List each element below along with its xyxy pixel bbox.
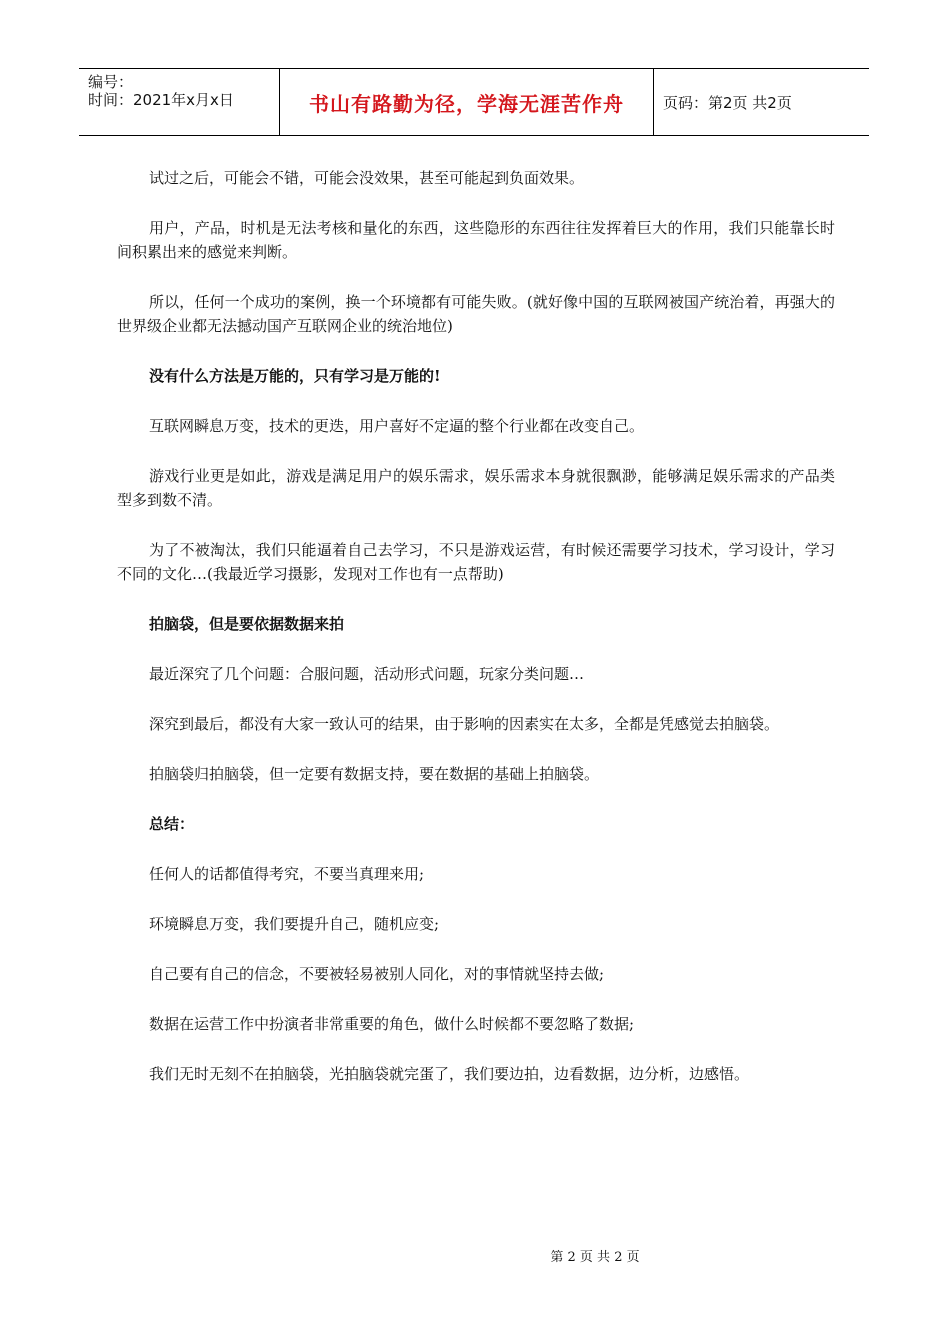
section-heading: 拍脑袋，但是要依据数据来拍: [149, 615, 345, 633]
header-motto: 书山有路勤为径，学海无涯苦作舟: [280, 69, 654, 135]
body-paragraph: 为了不被淘汰，我们只能逼着自己去学习，不只是游戏运营，有时候还需要学习技术，学习设计，学习不同的文化…(我最近学习摄影，发现对工作也有一点帮助): [117, 541, 835, 583]
header-page-info: 页码：第2页 共2页: [663, 93, 792, 112]
body-paragraph: 用户，产品，时机是无法考核和量化的东西，这些隐形的东西往往发挥着巨大的作用，我们只能靠长时间积累出来的感觉来判断。: [117, 219, 835, 261]
body-paragraph: 最近深究了几个问题：合服问题，活动形式问题，玩家分类问题…: [149, 665, 585, 683]
time-label: 时间：2021年x月x日: [88, 91, 234, 109]
header-meta-cell: [79, 69, 280, 135]
body-paragraph: 互联网瞬息万变，技术的更迭，用户喜好不定逼的整个行业都在改变自己。: [149, 417, 645, 435]
page-footer: 第 2 页 共 2 页: [550, 1250, 640, 1265]
body-paragraph: 数据在运营工作中扮演者非常重要的角色，做什么时候都不要忽略了数据;: [149, 1015, 635, 1033]
section-heading: 没有什么方法是万能的，只有学习是万能的!: [149, 367, 441, 385]
number-label: 编号：: [88, 73, 134, 91]
section-heading: 总结：: [149, 815, 195, 833]
body-paragraph: 深究到最后，都没有大家一致认可的结果，由于影响的因素实在太多，全都是凭感觉去拍脑袋。: [149, 715, 780, 733]
body-paragraph: 拍脑袋归拍脑袋，但一定要有数据支持，要在数据的基础上拍脑袋。: [149, 765, 600, 783]
body-paragraph: 任何人的话都值得考究，不要当真理来用;: [149, 865, 425, 883]
document-body: [117, 166, 835, 1112]
document-header: [79, 68, 869, 136]
body-paragraph: 所以，任何一个成功的案例，换一个环境都有可能失败。(就好像中国的互联网被国产统治着，再强大的世界级企业都无法撼动国产互联网企业的统治地位): [117, 293, 835, 335]
body-paragraph: 自己要有自己的信念，不要被轻易被别人同化，对的事情就坚持去做;: [149, 965, 605, 983]
body-paragraph: 环境瞬息万变，我们要提升自己，随机应变;: [149, 915, 440, 933]
body-paragraph: 游戏行业更是如此，游戏是满足用户的娱乐需求，娱乐需求本身就很飘渺，能够满足娱乐需求的产品类型多到数不清。: [117, 467, 835, 509]
body-paragraph: 试过之后，可能会不错，可能会没效果，甚至可能起到负面效果。: [149, 169, 585, 187]
body-paragraph: 我们无时无刻不在拍脑袋，光拍脑袋就完蛋了，我们要边拍，边看数据，边分析，边感悟。: [149, 1065, 750, 1083]
